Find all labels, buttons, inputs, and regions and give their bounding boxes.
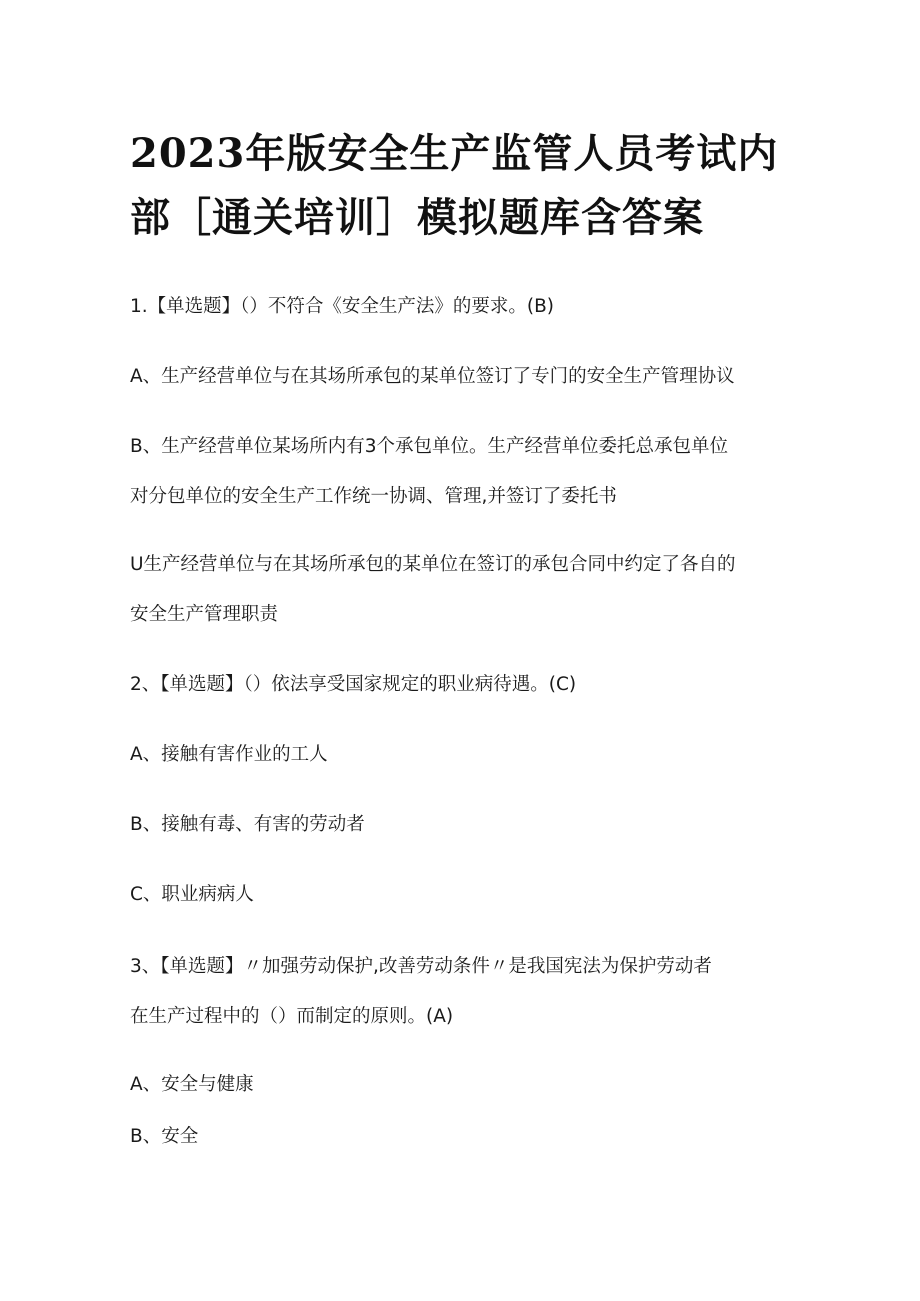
question-1-stem: 1.【单选题】（）不符合《安全生产法》的要求。(B) <box>130 296 555 317</box>
question-3-stem-continued: 在生产过程中的（）而制定的原则。(A) <box>130 1006 454 1027</box>
document-title <box>130 122 800 250</box>
question-1-option-c: U生产经营单位与在其场所承包的某单位在签订的承包合同中约定了各自的 <box>130 554 736 575</box>
question-1-option-c-continued: 安全生产管理职责 <box>130 604 279 625</box>
title-line-2: 部［通关培训］模拟题库含答案 <box>130 194 704 241</box>
question-3-option-a: A、安全与健康 <box>130 1074 254 1095</box>
question-1-option-b-continued: 对分包单位的安全生产工作统一协调、管理,并签订了委托书 <box>130 486 617 507</box>
question-2-option-b: B、接触有毒、有害的劳动者 <box>130 814 365 835</box>
question-3-option-b: B、安全 <box>130 1126 199 1147</box>
title-line-1: 2023年版安全生产监管人员考试内 <box>130 130 779 177</box>
question-3-stem: 3、【单选题】〃加强劳动保护,改善劳动条件〃是我国宪法为保护劳动者 <box>130 956 712 977</box>
question-1-option-a: A、生产经营单位与在其场所承包的某单位签订了专门的安全生产管理协议 <box>130 366 735 387</box>
question-2-stem: 2、【单选题】（）依法享受国家规定的职业病待遇。(C) <box>130 674 577 695</box>
question-1-option-b: B、生产经营单位某场所内有3个承包单位。生产经营单位委托总承包单位 <box>130 436 728 457</box>
question-2-option-c: C、职业病病人 <box>130 884 254 905</box>
question-2-option-a: A、接触有害作业的工人 <box>130 744 328 765</box>
